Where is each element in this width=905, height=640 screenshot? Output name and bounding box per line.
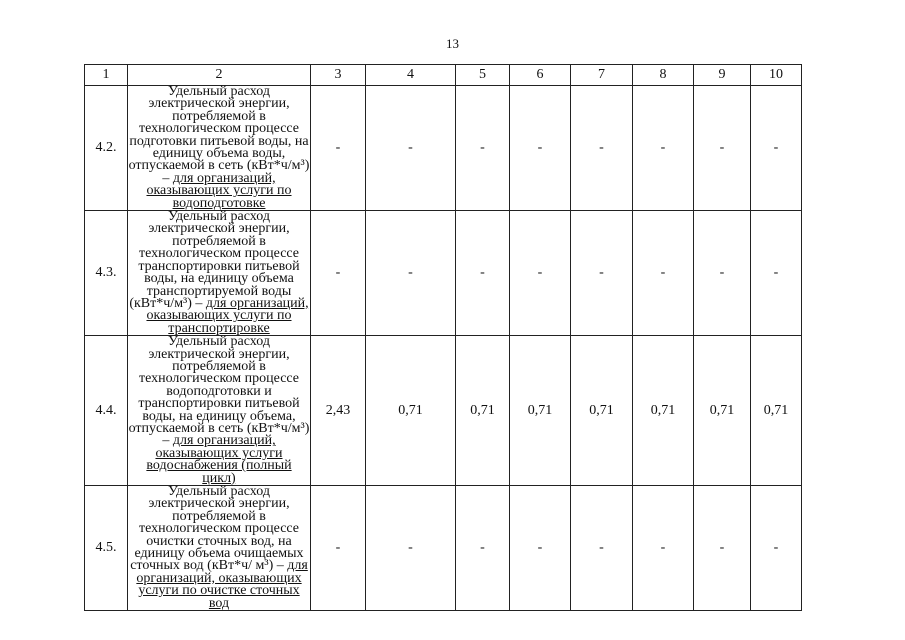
- header-cell: 4: [366, 65, 456, 86]
- value-cell: -: [633, 486, 694, 611]
- table-row: [85, 211, 802, 336]
- row-description: [128, 336, 311, 486]
- header-row: [85, 65, 802, 86]
- description-text: Удельный расход электрической энергии, потребляемой в технологическом процессе транспортировки питьевой воды, на единицу объема транспортируемой воды (кВт*ч/м³) –: [129, 209, 300, 311]
- row-description: [128, 486, 311, 611]
- description-underlined: для организаций, оказывающих услуги по транспортировке: [146, 295, 309, 336]
- value-cell: -: [633, 211, 694, 336]
- row-number: 4.3.: [85, 211, 128, 336]
- header-cell: 8: [633, 65, 694, 86]
- value-cell: 0,71: [633, 336, 694, 486]
- header-cell: 10: [751, 65, 802, 86]
- row-number: 4.5.: [85, 486, 128, 611]
- header-cell: 7: [571, 65, 633, 86]
- value-cell: -: [751, 86, 802, 211]
- value-cell: -: [751, 486, 802, 611]
- table-row: [85, 86, 802, 211]
- value-cell: 0,71: [751, 336, 802, 486]
- value-cell: -: [366, 211, 456, 336]
- value-cell: -: [694, 211, 751, 336]
- description-text: Удельный расход электрической энергии, потребляемой в технологическом процессе водоподготовки и транспортировки питьевой воды, на единицу объема, отпускаемой в сеть (кВт*ч/м³) –: [128, 334, 310, 449]
- value-cell: -: [571, 211, 633, 336]
- header-cell: 6: [510, 65, 571, 86]
- value-cell: -: [311, 486, 366, 611]
- value-cell: -: [751, 211, 802, 336]
- value-cell: -: [311, 86, 366, 211]
- value-cell: 0,71: [366, 336, 456, 486]
- value-cell: 2,43: [311, 336, 366, 486]
- header-cell: 2: [128, 65, 311, 86]
- header-cell: 1: [85, 65, 128, 86]
- value-cell: -: [633, 86, 694, 211]
- row-description: [128, 86, 311, 211]
- description-underlined: для организаций, оказывающих услуги по очистке сточных вод: [136, 558, 308, 611]
- value-cell: 0,71: [510, 336, 571, 486]
- table-row: [85, 336, 802, 486]
- row-description: [128, 211, 311, 336]
- header-cell: 9: [694, 65, 751, 86]
- header-cell: 3: [311, 65, 366, 86]
- description-text: Удельный расход электрической энергии, потребляемой в технологическом процессе подготовки питьевой воды, на единицу объема воды, отпускаемой в сеть (кВт*ч/м³) –: [128, 84, 310, 186]
- description-text: Удельный расход электрической энергии, потребляемой в технологическом процессе очистки сточных вод, на единицу объема очищаемых сточных вод (кВт*ч/ м³) –: [130, 484, 304, 574]
- value-cell: -: [694, 86, 751, 211]
- row-number: 4.2.: [85, 86, 128, 211]
- value-cell: -: [510, 86, 571, 211]
- table-row: [85, 486, 802, 611]
- value-cell: -: [456, 86, 510, 211]
- value-cell: -: [366, 86, 456, 211]
- value-cell: -: [510, 486, 571, 611]
- value-cell: -: [694, 486, 751, 611]
- description-underlined: для организаций, оказывающих услуги водоснабжения (полный цикл): [146, 433, 292, 486]
- value-cell: -: [456, 486, 510, 611]
- value-cell: 0,71: [694, 336, 751, 486]
- value-cell: -: [456, 211, 510, 336]
- value-cell: -: [311, 211, 366, 336]
- value-cell: 0,71: [571, 336, 633, 486]
- value-cell: 0,71: [456, 336, 510, 486]
- description-underlined: для организаций, оказывающих услуги по водоподготовке: [146, 170, 292, 211]
- header-cell: 5: [456, 65, 510, 86]
- value-cell: -: [571, 486, 633, 611]
- value-cell: -: [571, 86, 633, 211]
- indicator-table: [84, 64, 802, 611]
- row-number: 4.4.: [85, 336, 128, 486]
- value-cell: -: [510, 211, 571, 336]
- page-number: 13: [446, 36, 459, 51]
- value-cell: -: [366, 486, 456, 611]
